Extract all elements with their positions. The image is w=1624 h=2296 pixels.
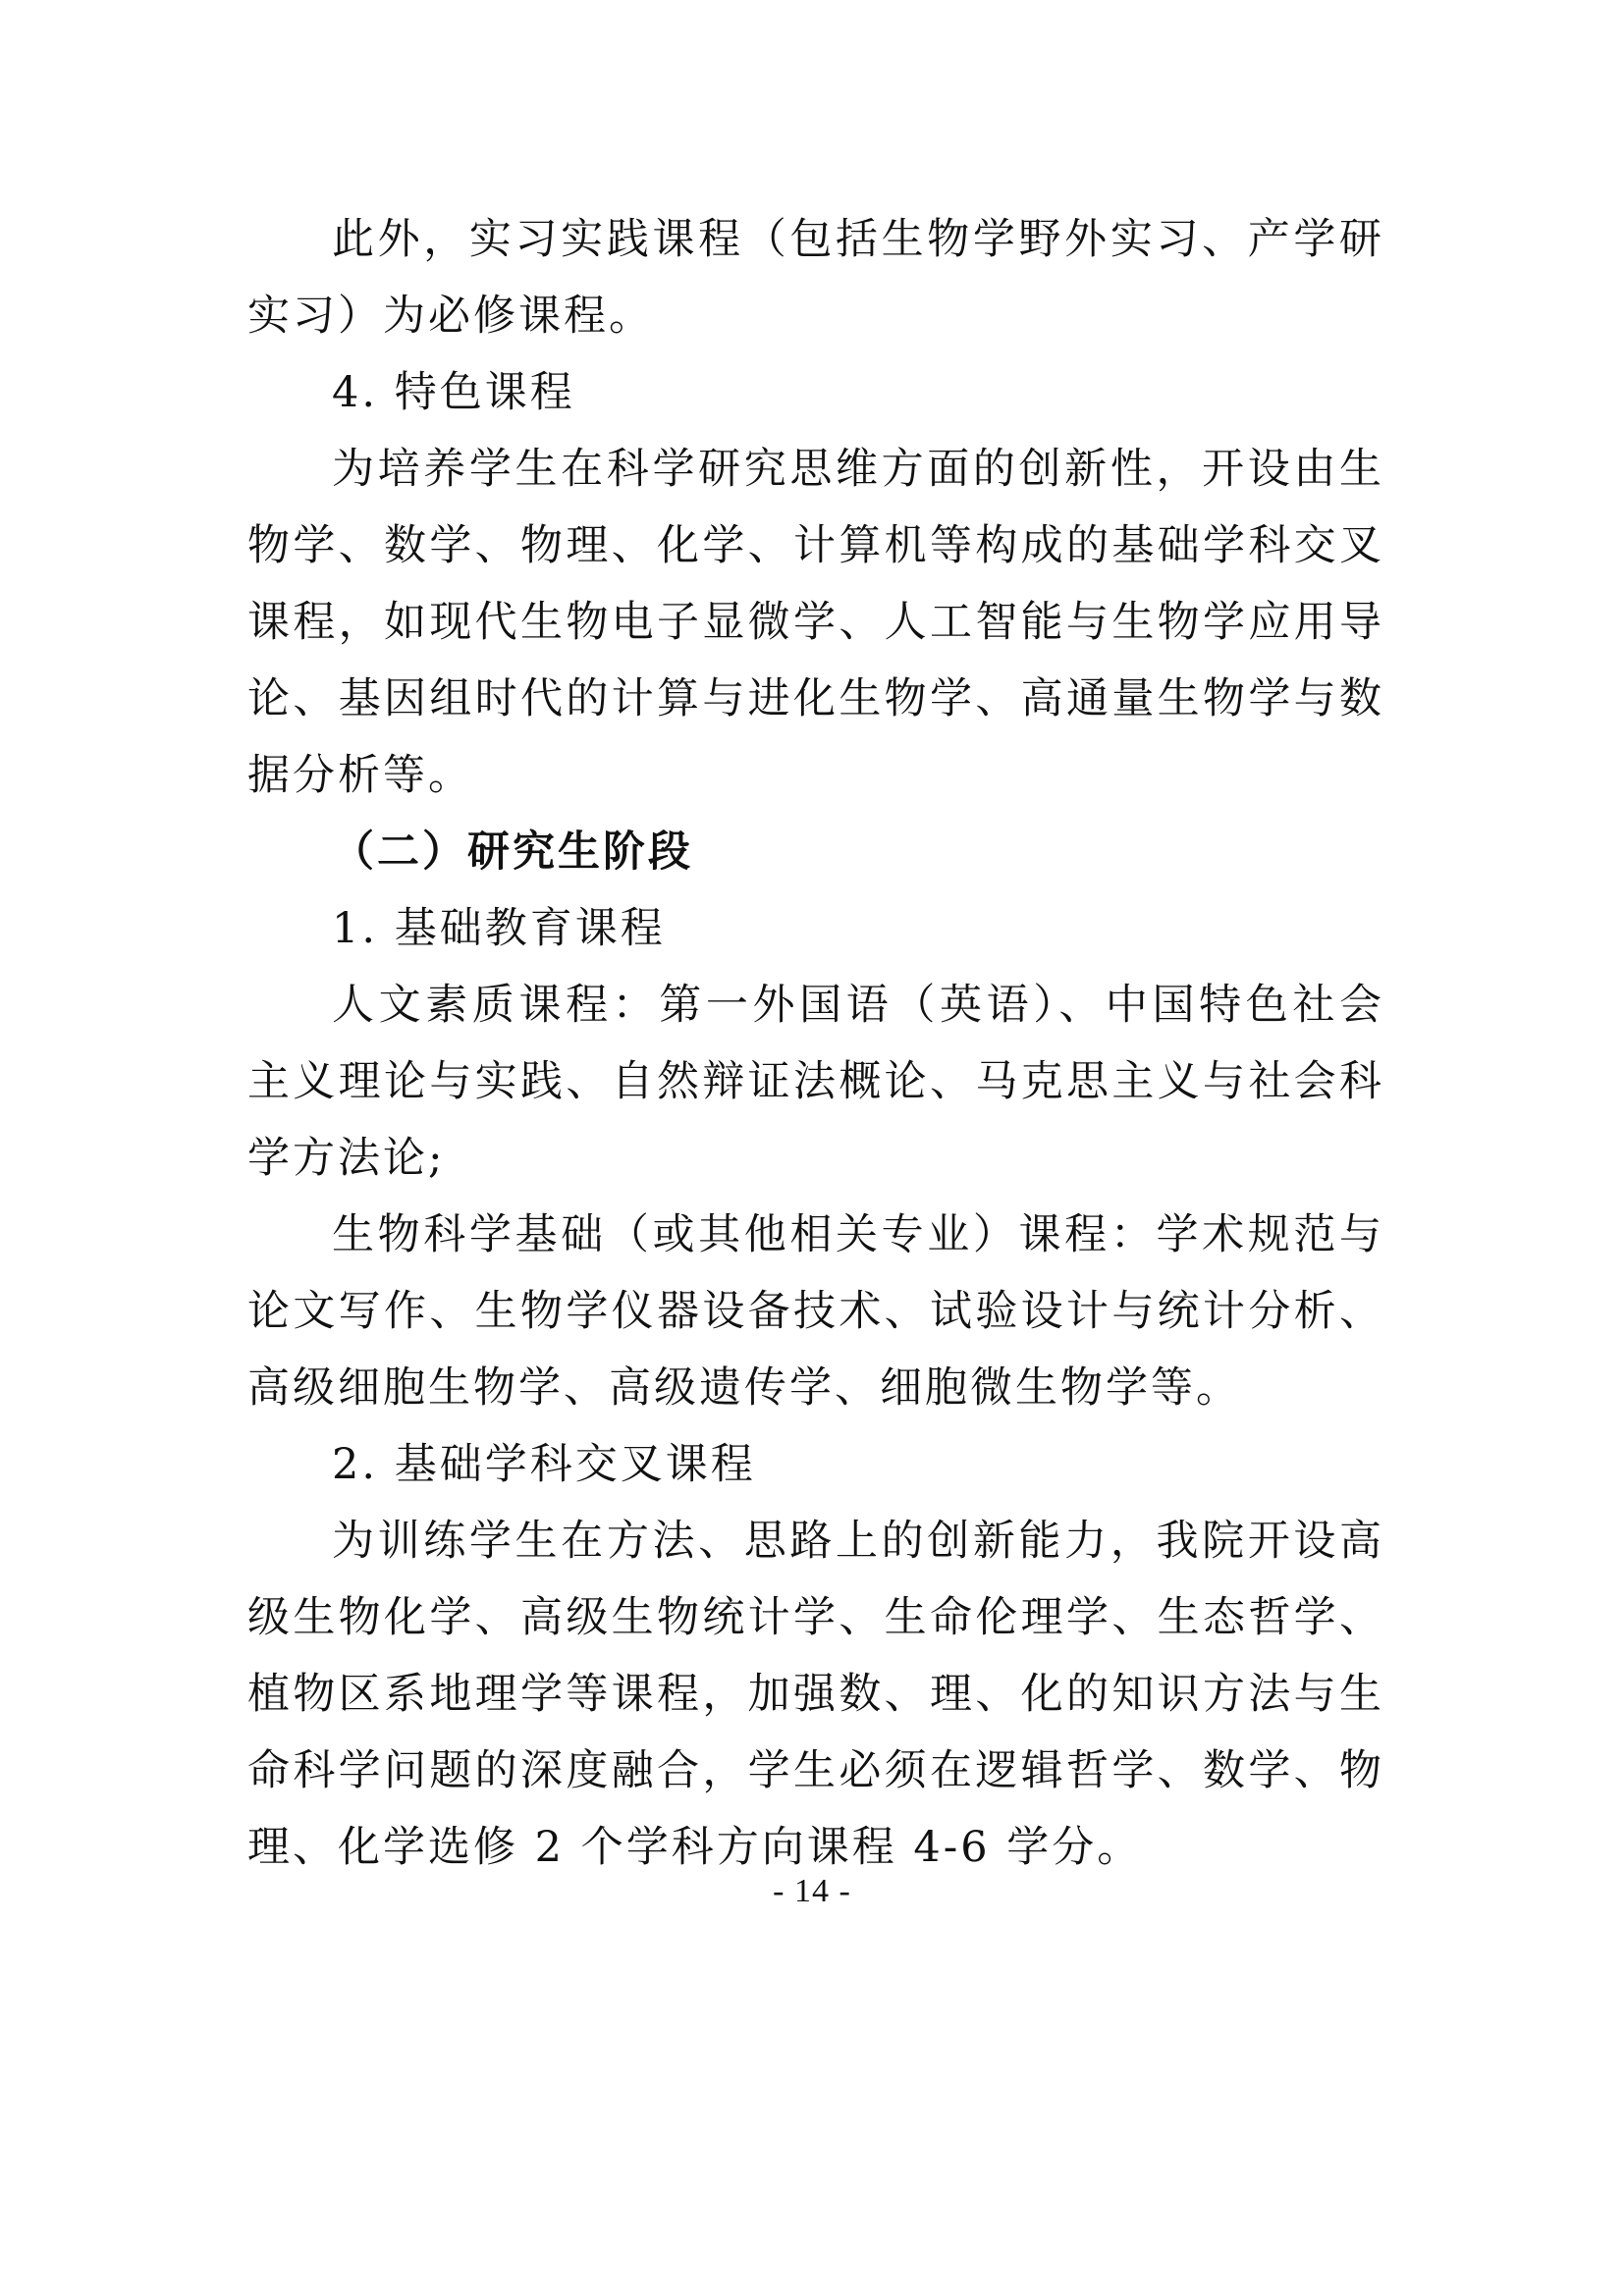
heading-basic-education: 1. 基础教育课程 bbox=[332, 904, 666, 953]
paragraph-special-courses: 为培养学生在科学研究思维方面的创新性，开设由生物学、数学、物理、化学、计算机等构成的基础学科交叉课程，如现代生物电子显微学、人工智能与生物学应用导论、基因组时代的计算与进化生物学、高通量生物学与数据分析等。 bbox=[247, 445, 1384, 800]
page-number: - 14 - bbox=[773, 1873, 851, 1909]
heading-special-courses: 4. 特色课程 bbox=[332, 368, 575, 417]
heading-interdisciplinary-courses: 2. 基础学科交叉课程 bbox=[332, 1440, 756, 1489]
paragraph-internship: 此外，实习实践课程（包括生物学野外实习、产学研实习）为必修课程。 bbox=[247, 215, 1384, 341]
paragraph-interdisciplinary-courses: 为训练学生在方法、思路上的创新能力，我院开设高级生物化学、高级生物统计学、生命伦理学、生态哲学、植物区系地理学等课程，加强数、理、化的知识方法与生命科学问题的深度融合，学生必须在逻辑哲学、数学、物理、化学选修 2 个学科方向课程 4-6 学分。 bbox=[247, 1517, 1384, 1872]
section-title-graduate-stage: （二）研究生阶段 bbox=[332, 828, 693, 877]
document-body bbox=[247, 201, 1384, 1886]
paragraph-bioscience-courses: 生物科学基础（或其他相关专业）课程：学术规范与论文写作、生物学仪器设备技术、试验设计与统计分析、高级细胞生物学、高级遗传学、细胞微生物学等。 bbox=[247, 1210, 1384, 1413]
paragraph-humanities-courses: 人文素质课程：第一外国语（英语）、中国特色社会主义理论与实践、自然辩证法概论、马克思主义与社会科学方法论; bbox=[247, 981, 1384, 1183]
